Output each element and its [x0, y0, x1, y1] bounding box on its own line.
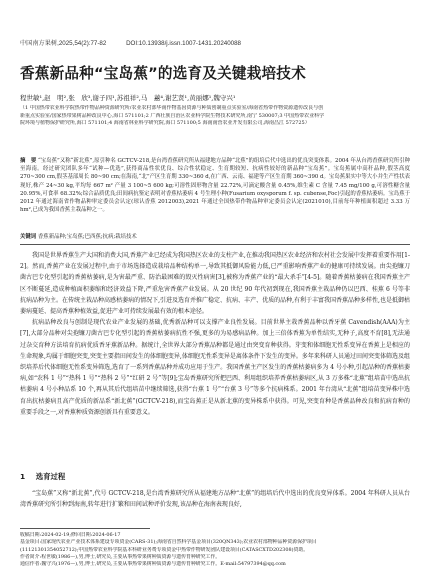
abstract-label: 摘 要: [20, 158, 37, 164]
footnote-line: 通信作者:魏守兴(1976—),男,博士,研究员,主要从事热带果树种质资源与遗传育种研究工作。E-mail:54797394@qq.com: [20, 561, 286, 568]
paragraph: 我国是世界香蕉生产大国和消费大国,香蕉产业已经成为我国热区农业的支柱产业,在推动我国热区农业经济和农村社会发展中发挥着重要作用[1-2]。然而,香蕉产业在发展过程中,由于市场选择造成栽培品种结构单一,导致其抵御风险能力低,已严重影响香蕉产业的健康可持续发展。由尖孢镰刀菌古巴专化型引起的香蕉枯萎病,是为害最严重、防治最困难的毁灭性病害[3],被称为香蕉产业的“最大杀手”[4-5]。随着香蕉枯萎病在我国香蕉主产区不断蔓延,造成种植面积萎缩和经济效益下降,严重危害香蕉产业发展。从 20 世纪 90 年代初到现在,我国香蕉主栽品种仍以巴西、桂蕉 6 号等非抗病品种为主。在传统主栽品种高感枯萎病的情况下,引进及选育并推广稳定、抗病、丰产、优质的品种,有利于丰富我国香蕉品种多样性,也是抵御枯萎病蔓延、提高香蕉种植效益,促进产业可持续发展最有效的根本途径。: [20, 252, 410, 316]
footnotes: [20, 532, 410, 576]
abstract-text: “宝岛蕉”又称“新北蕉”,原引种名 GCTCV-218,是台湾香蕉研究所从福建地方品种“北蕉”的组培后代中选出的优良突变体系。2004 年从台湾香蕉研究所引种至海南。经过研究团队多年“试种—优选”,获得商品性状优良、综合性状稳定、生育期较短、抗病性较好的新品种“宝岛蕉”。宝岛蕉属中高秆品种,假茎高度 270~300 cm,假茎基部周长 80~90 cm;在海南,“北”产区生育期 330~360 d,在广西、云南、福建等产区生育期 360~390 d。宝岛蕉果实中等大小并生产性状表现好,株产 24~30 kg,平均每 667 m² 产量 3 100~5 600 kg;可溶性固形物含量 22.72%,可滴定酸含量 0.45%,维生素 C 含量 7.45 mg/100 g,可溶性糖含量 20.95%,可食率 68.32%;综合品质优良;田间病抗鉴定表明对香蕉枯萎病 4 号生理小种(Fusarium oxysporum f. sp. cubense,Foc)引起的香蕉枯萎病。宝岛蕉于 2012 年通过海南省作物品种审定委员会认定(琼认香蕉 2012003),2021 年通过全国热带作物品种审定委员会认定(2021010),目前每年种植面积超过 3.33 万 hm²,已成为我国香蕉主栽品种之一。: [20, 158, 410, 214]
keywords: [20, 232, 410, 242]
affiliations: [20, 105, 410, 153]
paper-title: 香蕉新品种“宝岛蕉”的选育及关键栽培技术: [20, 65, 306, 82]
paragraph: “宝岛蕉”又称“新北蕉”,代号 GCTCV-218,是台湾香蕉研究所从福建地方品种“北蕉”的组培后代中选出的优良变异体系。2004 年科研人员从台湾香蕉研究所引种到海南,转年进行扩繁和田间试种评价发现,该品种在海南表现良好,: [20, 490, 410, 509]
footnote-line: (11121301354052712);中国热带农业科学院基本科研业务费专项资金中热带作物研发团队建设项目(CATASCXTD202308)资助。: [20, 546, 309, 553]
footnote-line: 基金项目:国家现代农业产业技术体系建设专项资金(CARS-31);海南省自然科学基金项目(320QN343);农业农村部物种品种资源保护项目: [20, 539, 317, 546]
keywords-label: 关键词: [20, 234, 37, 240]
paragraph: 抗病品种改良与创制是现代农业产业发展的基础,优秀新品种可以支撑产业良性发展。目前世界主栽香蕉品种以香牙蕉 Cavendish(AAA)为主[7],大部分品种对尖孢镰刀菌古巴专化型引起的香蕉枯萎病抗性不强,更多的为易感病品种。加上三倍体香蕉为单性结实,无种子,高度不育[8],无法通过杂交育种方法培育抗病优质香牙蕉新品种。据统计,全世界大部分香蕉品种都是通过由突变育种获得。芽变和体细胞无性系变异在香蕉上是相应的生命现象,均属于细胞突变,突变主要指田间发生的体细胞变异,体细胞无性系变异是离体条件下发生的变异。多年来科研人员通过田间突变体筛选及组织培养后代体细胞无性系变异筛选,选育了一系列香蕉品种并成功应用于生产。我国香蕉主产区发生的香蕉枯萎病多为 4 号小种,引起品种的香蕉枯萎病,如“农科 1 号”“热科 1 号”“热科 2 号”“红研 2 号”等[9];宝岛香蕉研究所把巴西、利用组织培养香蕉枯萎病区,从 3 万多株“北蕉”组培苗中选出抗枯萎病 4 号小种品系 10 个,再从其后代组培苗中继续筛选,获得“台蕉 1 号”“台蕉 3 号”等多个抗病株系。2001 年台湾从“北蕉”组培苗变异株中选育出抗枯萎病且高产优质的新品系“新北蕉”(GCTCV-218),而宝岛蕉正是从新北蕉的变异株系中获得。可见,突变育种是香蕉品种改良和抗病育种的重要手段之一,对香蕉种质资源创新具有重要意义。: [20, 319, 410, 416]
introduction: [20, 250, 410, 468]
footnote-line: 作者简介:程世敏(1986—),男,博士,研究员,主要从事热带果树种质资源与遗传育种研究工作。: [20, 553, 221, 560]
section-number: 1: [20, 472, 26, 481]
section-heading: [20, 471, 410, 484]
keywords-text: 香蕉新品种;宝岛蕉;巴西蕉;抗病;栽培技术: [37, 234, 137, 240]
doi: DOI:10.13938/j.issn.1007-1431.20240088: [126, 40, 241, 47]
affiliation-line: （1 中国热带农业科学院热带作物品种资源研究所/农业农村部华南作物基因资源与种质创制重点实验室/海南省热带作物资源遗传改良与创: [20, 105, 324, 111]
affiliation-line: 院环境与植物保护研究所,海口 571101;4 海南省林业科学研究院,海口 571100;5 海南南营农业开发有限公司,海南昌江 572725）: [20, 120, 310, 127]
footnote-divider: [20, 528, 150, 529]
journal-citation: 中国南方果树,2025,54(2):77-82: [20, 40, 107, 47]
divider: [20, 244, 410, 245]
footnote-line: 收稿日期:2024-02-19;修回日期:2024-06-17: [20, 532, 121, 538]
affiliation-line: 新重点实验室/国家热带果树品种改良中心,海口 571101;2 广西壮族自治区农业科学院生物技术研究所,南宁 530007;3 中国热带农业科学: [20, 112, 325, 119]
section-body: [20, 488, 410, 524]
journal-header: [20, 38, 410, 50]
abstract: [20, 157, 410, 231]
author-list: 程世敏¹,赵 明²,张 欣³,谢子四¹,苏祖祥²,马 蕙⁴,谢艺贤¹,黄丽娜¹,魏守兴¹: [20, 94, 236, 102]
section-title: 选育过程: [35, 472, 66, 481]
